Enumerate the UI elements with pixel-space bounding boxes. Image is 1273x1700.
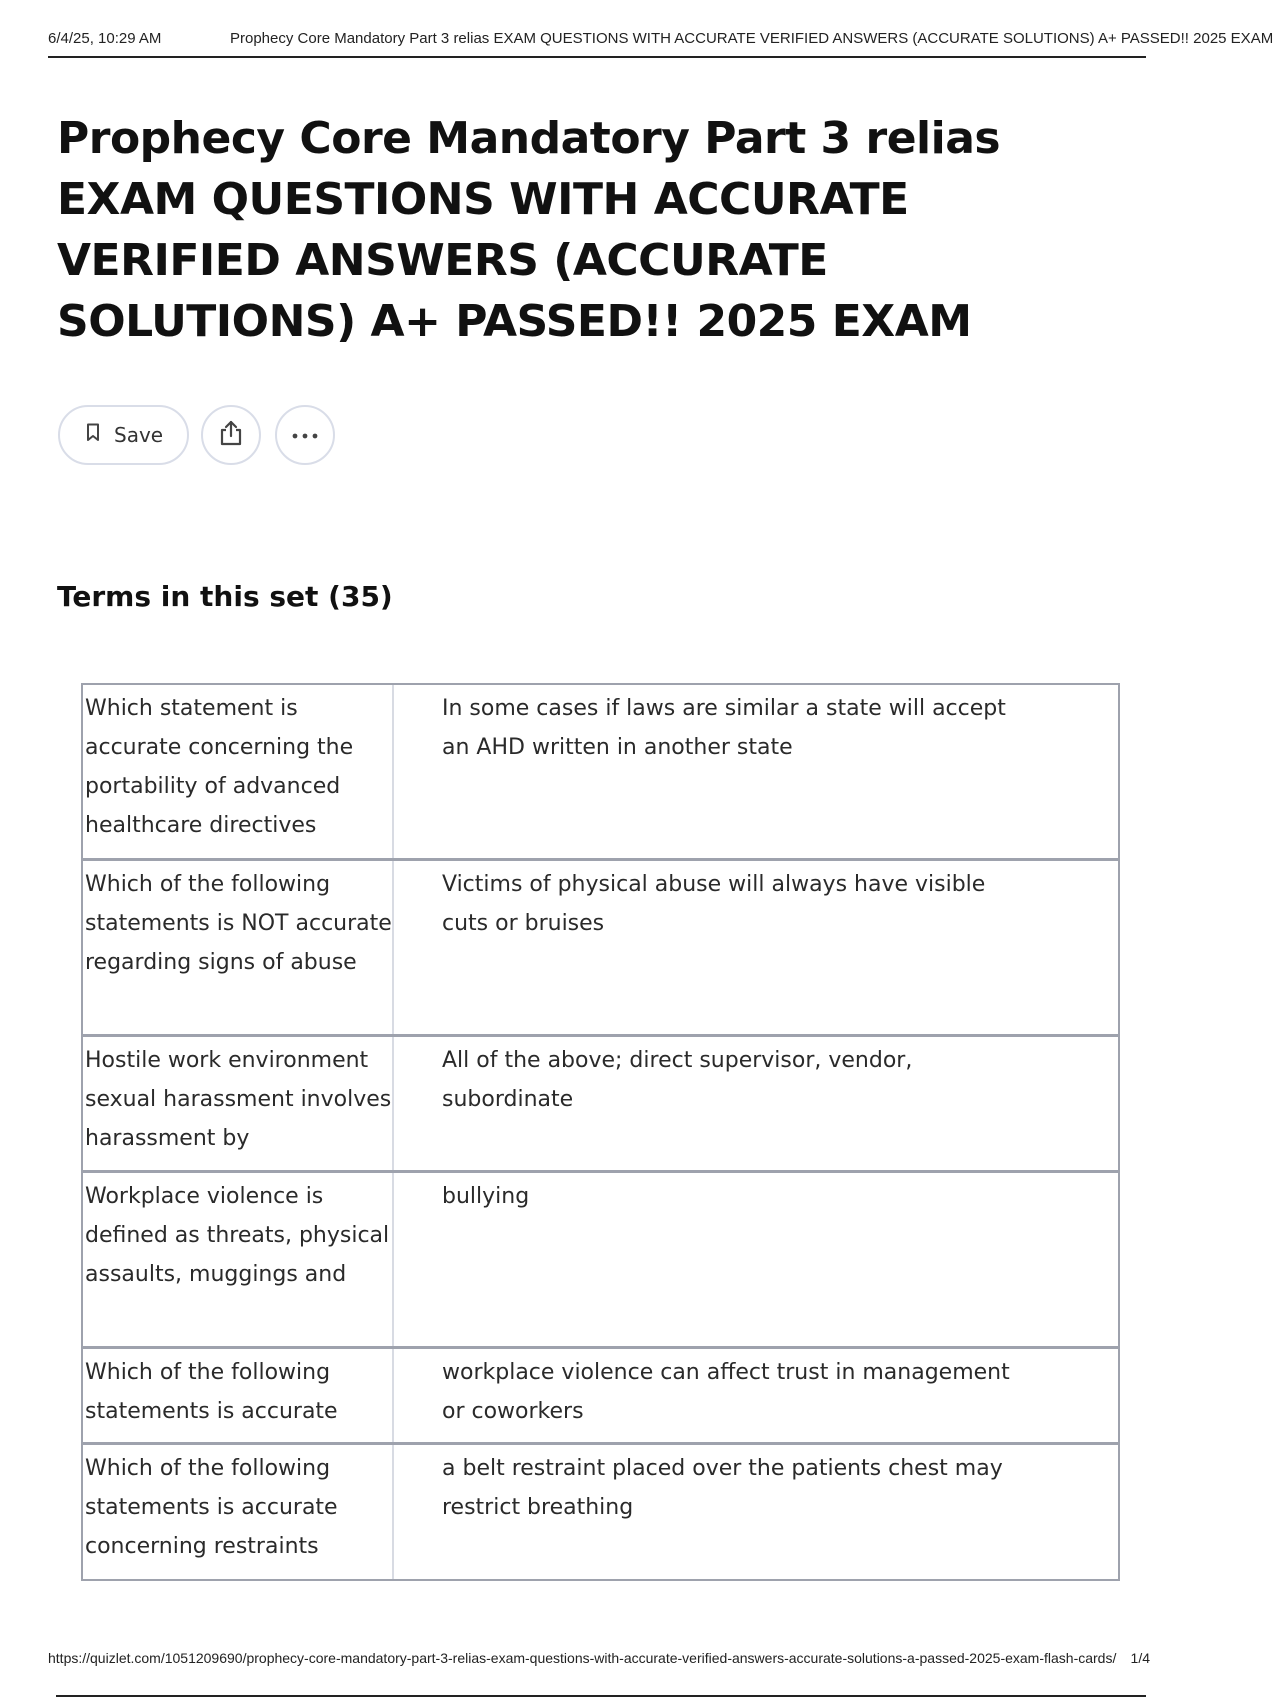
definition-cell: In some cases if laws are similar a state will accept an AHD written in another state — [442, 696, 1006, 760]
table-row — [83, 1346, 1118, 1442]
definition-cell: workplace violence can affect trust in management or coworkers — [442, 1360, 1010, 1424]
print-page-title: Prophecy Core Mandatory Part 3 relias EXAM QUESTIONS WITH ACCURATE VERIFIED ANSWERS (ACCURATE SOLUTIONS) A+ PASSED!! 2025 EXAM — [230, 30, 1273, 47]
term-cell: Which of the following statements is NOT accurate regarding signs of abuse — [83, 861, 394, 1034]
page-number: 1/4 — [1130, 1650, 1150, 1666]
table-row — [83, 685, 1118, 858]
definition-cell: Victims of physical abuse will always have visible cuts or bruises — [442, 872, 986, 936]
term-cell: Hostile work environment sexual harassment involves harassment by — [83, 1037, 394, 1170]
definition-cell: All of the above; direct supervisor, vendor, subordinate — [442, 1048, 913, 1112]
term-cell: Workplace violence is defined as threats, physical assaults, muggings and — [83, 1173, 394, 1346]
term-cell: Which statement is accurate concerning the portability of advanced healthcare directives — [83, 685, 394, 858]
bookmark-icon — [86, 423, 100, 447]
table-row — [83, 1034, 1118, 1170]
share-button[interactable] — [201, 405, 261, 465]
save-button[interactable] — [58, 405, 189, 465]
more-options-button[interactable] — [275, 405, 335, 465]
page-title: Prophecy Core Mandatory Part 3 relias EXAM QUESTIONS WITH ACCURATE VERIFIED ANSWERS (ACCURATE SOLUTIONS) A+ PASSED!! 2025 EXAM — [57, 113, 1001, 347]
definition-cell: a belt restraint placed over the patients chest may restrict breathing — [442, 1456, 1003, 1520]
more-icon — [291, 426, 319, 444]
term-cell: Which of the following statements is accurate concerning restraints — [83, 1445, 394, 1579]
definition-cell: bullying — [442, 1184, 530, 1209]
terms-table — [81, 683, 1120, 1581]
table-row — [83, 1442, 1118, 1579]
page-url[interactable]: https://quizlet.com/1051209690/prophecy-core-mandatory-part-3-relias-exam-questions-with-accurate-verified-answers-accurate-solutions-a-passed-2025-exam-flash-cards/ — [48, 1650, 1117, 1666]
table-row — [83, 858, 1118, 1034]
term-cell: Which of the following statements is accurate — [83, 1349, 394, 1442]
print-timestamp: 6/4/25, 10:29 AM — [48, 30, 162, 47]
footer-divider — [56, 1695, 1146, 1697]
print-footer — [48, 1650, 1150, 1674]
print-header — [48, 30, 1273, 58]
terms-heading: Terms in this set (35) — [57, 580, 393, 613]
save-button-label: Save — [114, 423, 164, 447]
table-row — [83, 1170, 1118, 1346]
share-icon — [218, 419, 244, 452]
